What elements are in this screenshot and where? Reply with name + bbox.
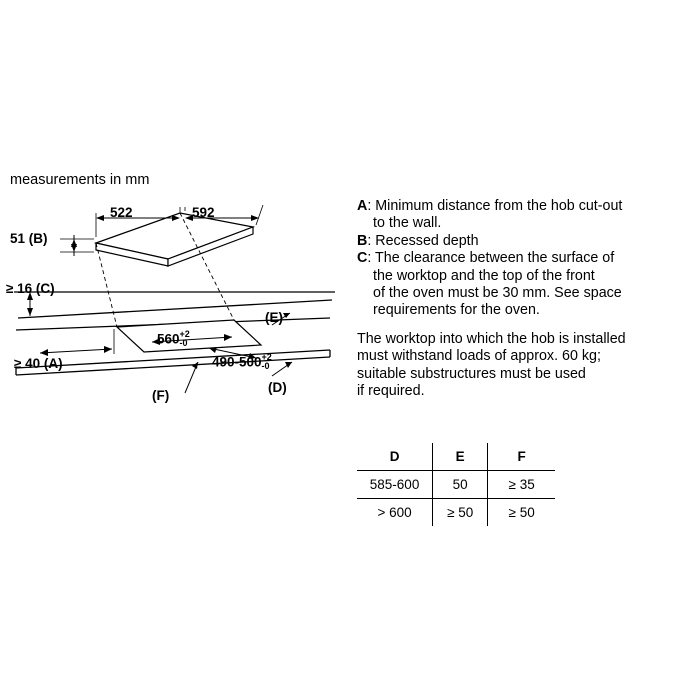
installation-drawing xyxy=(0,0,350,450)
table-header-d: D xyxy=(357,443,433,471)
label-clearance-c: ≥ 16 (C) xyxy=(6,281,55,296)
legend-c-cont-1: the worktop and the top of the front xyxy=(373,267,595,284)
label-cutout-depth xyxy=(212,354,272,372)
table-head xyxy=(357,443,555,471)
cutout-depth-tolerance: +2 -0 xyxy=(261,352,272,371)
cell-f-1: ≥ 35 xyxy=(488,471,555,499)
cell-d-2: > 600 xyxy=(377,504,412,520)
marker-f: (F) xyxy=(152,388,170,403)
dimension-table-element xyxy=(357,443,555,526)
marker-e: (E) xyxy=(265,310,283,325)
cell-e-1: 50 xyxy=(433,471,488,499)
cutout-width-value: 560 xyxy=(157,331,180,347)
cell-d-1: 585-600 xyxy=(357,471,433,499)
load-note-line-4: if required. xyxy=(357,383,425,400)
legend-list xyxy=(357,198,692,320)
legend-a-first-line xyxy=(357,198,692,215)
legend-a-key: A xyxy=(357,198,368,214)
legend-item-b xyxy=(357,233,692,250)
legend-a-cont-1: to the wall. xyxy=(373,215,442,232)
table-header-row xyxy=(357,443,555,471)
legend-b-text: : Recessed depth xyxy=(367,232,479,249)
label-distance-a: ≥ 40 (A) xyxy=(14,356,63,371)
legend-a-text: : Minimum distance from the hob cut-out xyxy=(367,198,623,214)
load-note-line-1: The worktop into which the hob is installed xyxy=(357,331,626,347)
table-header-e: E xyxy=(433,443,488,471)
label-hob-depth: 522 xyxy=(110,205,133,220)
legend-item-c xyxy=(357,250,692,320)
legend-c-first-line xyxy=(357,250,692,267)
label-hob-width: 592 xyxy=(192,205,215,220)
table-header-f: F xyxy=(488,443,555,471)
load-note xyxy=(357,331,677,401)
label-cutout-width xyxy=(157,331,190,349)
cell-f-2: ≥ 50 xyxy=(488,499,555,527)
legend-c-text: : The clearance between the surface of xyxy=(367,250,615,267)
legend-item-a xyxy=(357,198,692,233)
legend-b-key: B xyxy=(357,232,368,249)
measurements-unit-note: measurements in mm xyxy=(10,172,150,188)
legend-b-first-line xyxy=(357,233,692,250)
load-note-line-3: suitable substructures must be used xyxy=(357,365,586,382)
marker-d: (D) xyxy=(268,380,287,395)
legend-c-cont-2: of the oven must be 30 mm. See space xyxy=(373,285,622,302)
cell-e-2: ≥ 50 xyxy=(433,499,488,527)
cutout-width-tolerance: +2 -0 xyxy=(179,329,190,348)
dim-a xyxy=(40,329,114,356)
table-row xyxy=(357,471,555,499)
load-note-line-2: must withstand loads of approx. 60 kg; xyxy=(357,348,601,365)
table-body xyxy=(357,471,555,527)
table-row xyxy=(357,499,555,527)
drawing-svg xyxy=(0,0,350,450)
dimension-table xyxy=(357,443,555,526)
legend-c-cont-3: requirements for the oven. xyxy=(373,302,540,319)
label-hob-height-b: 51 (B) xyxy=(10,231,48,246)
legend-c-key: C xyxy=(357,250,368,267)
cutout-depth-value: 490-500 xyxy=(212,354,262,370)
